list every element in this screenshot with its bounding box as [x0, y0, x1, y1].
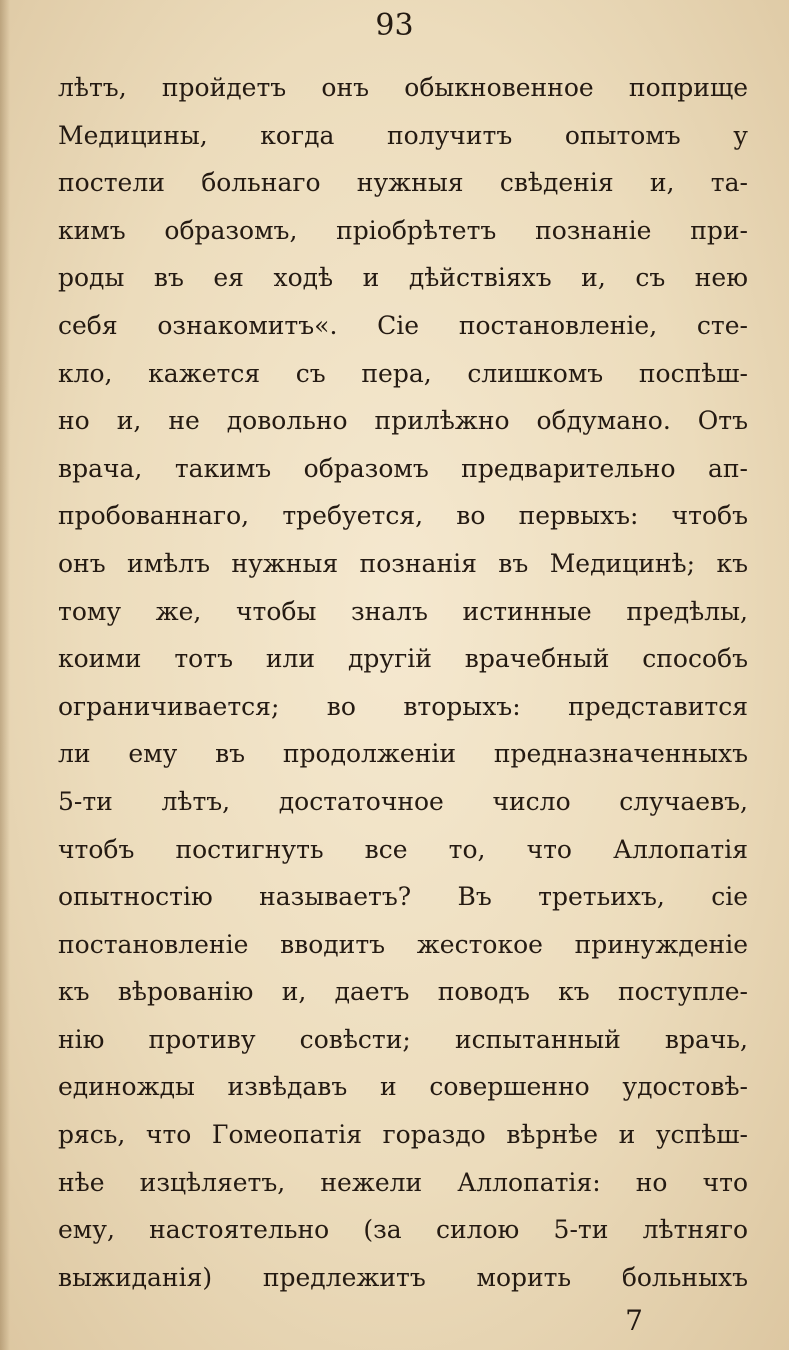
text-line: коими тотъ или другій врачебный способъ	[58, 644, 748, 674]
text-line: врача, такимъ образомъ предварительно ап-	[58, 453, 748, 483]
page-number: 93	[375, 8, 414, 43]
text-line: Медицины, когда получитъ опытомъ у	[58, 120, 748, 150]
text-line: ограничивается; во вторыхъ: представится	[58, 691, 748, 721]
signature-mark: 7	[625, 1304, 643, 1337]
text-line: постановленіе вводитъ жестокое принужденіе	[58, 929, 748, 959]
text-line: лѣтъ, пройдетъ онъ обыкновенное поприще	[58, 73, 748, 102]
page-binding-shadow	[0, 0, 10, 1350]
text-line: кимъ образомъ, пріобрѣтетъ познаніе при-	[58, 215, 748, 245]
text-line: нѣе изцѣляетъ, нежели Аллопатія: но что	[58, 1167, 748, 1197]
text-line: пробованнаго, требуется, во первыхъ: чтобъ	[58, 501, 748, 531]
text-line: рясь, что Гомеопатія гораздо вѣрнѣе и успѣш-	[58, 1120, 748, 1150]
text-line: ему, настоятельно (за силою 5-ти лѣтняго	[58, 1215, 748, 1245]
text-line: единожды извѣдавъ и совершенно удостовѣ-	[58, 1072, 748, 1102]
text-line: выжиданія) предлежитъ морить больныхъ	[58, 1262, 748, 1292]
text-line: себя ознакомитъ«. Сіе постановленіе, сте-	[58, 310, 748, 340]
text-line: но и, не довольно прилѣжно обдумано. Отъ	[58, 406, 748, 436]
text-line: роды въ ея ходѣ и дѣйствіяхъ и, съ нею	[58, 263, 748, 293]
text-line: тому же, чтобы зналъ истинные предѣлы,	[58, 596, 748, 626]
text-line: ли ему въ продолженіи предназначенныхъ	[58, 739, 748, 769]
text-line: 5-ти лѣтъ, достаточное число случаевъ,	[58, 786, 748, 816]
text-line: кло, кажется съ пера, слишкомъ поспѣш-	[58, 358, 748, 388]
body-text	[58, 64, 748, 1301]
text-line: постели больнаго нужныя свѣденія и, та-	[58, 168, 748, 198]
text-line: чтобъ постигнуть все то, что Аллопатія	[58, 834, 748, 864]
text-line: онъ имѣлъ нужныя познанія въ Медицинѣ; къ	[58, 548, 748, 578]
text-line: опытностію называетъ? Въ третьихъ, сіе	[58, 882, 748, 912]
text-line: нію противу совѣсти; испытанный врачь,	[58, 1024, 748, 1054]
text-line: къ вѣрованію и, даетъ поводъ къ поступле-	[58, 977, 748, 1007]
